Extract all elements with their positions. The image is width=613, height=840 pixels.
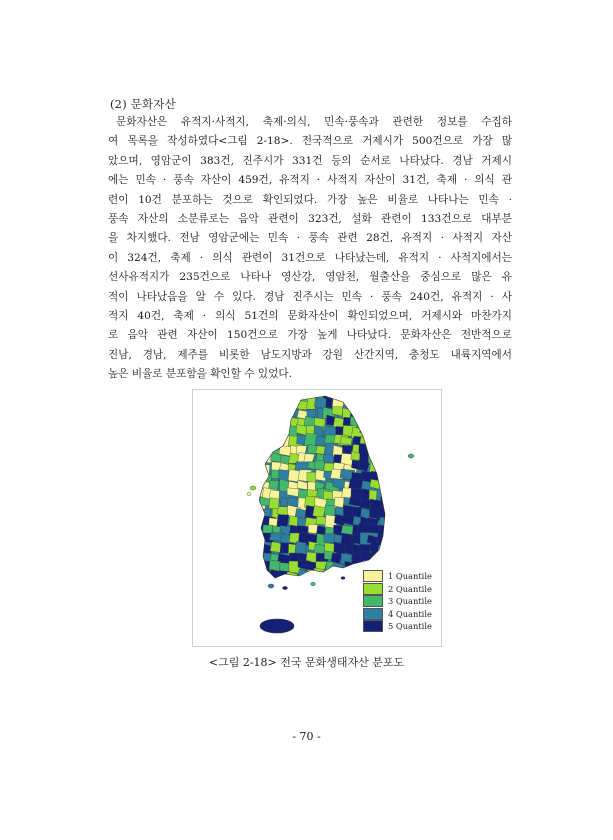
map-region xyxy=(349,563,359,574)
map-region xyxy=(278,427,288,437)
paragraph-line: 여 목록을 작성하였다<그림 2-18>. 전국적으로 거제시가 500건으로 가장 많 xyxy=(108,135,512,148)
map-region xyxy=(378,390,391,399)
map-region xyxy=(253,571,267,581)
map-region xyxy=(375,409,388,422)
map-region xyxy=(371,551,385,563)
map-region xyxy=(379,445,392,458)
map-region xyxy=(252,470,265,480)
map-region xyxy=(298,577,309,586)
map-region xyxy=(254,400,264,411)
map-region xyxy=(260,417,271,426)
map-region xyxy=(388,543,401,555)
map-region xyxy=(377,461,390,472)
map-region xyxy=(270,418,282,429)
map-region xyxy=(387,470,400,479)
legend-label: 5 Quantile xyxy=(388,621,432,632)
map-region xyxy=(362,391,372,404)
map-region xyxy=(350,390,364,402)
map-region xyxy=(332,390,343,399)
figure-caption: <그림 2-18> 전국 문화생태자산 분포도 xyxy=(208,656,405,669)
map-region xyxy=(281,418,290,427)
map-region xyxy=(387,418,402,429)
map-region xyxy=(263,408,273,421)
section-heading: (2) 문화자산 xyxy=(110,97,176,111)
figure-map-frame xyxy=(192,389,442,647)
legend-label: 2 Quantile xyxy=(388,583,432,594)
map-region xyxy=(369,399,385,409)
map-region xyxy=(305,580,316,593)
map-region xyxy=(250,535,264,544)
map-region xyxy=(371,391,381,402)
map-region xyxy=(255,463,264,476)
map-region xyxy=(387,451,400,464)
map-region xyxy=(251,418,264,430)
legend-item xyxy=(363,608,432,621)
map-region xyxy=(386,407,398,421)
map-region xyxy=(387,487,400,501)
map-region xyxy=(386,390,398,399)
map-region xyxy=(379,428,392,442)
map-region xyxy=(251,435,264,446)
page-number: - 70 - xyxy=(292,730,321,743)
map-region xyxy=(252,408,263,418)
map-region xyxy=(380,480,393,492)
map-region xyxy=(388,498,399,509)
legend-item xyxy=(363,570,432,583)
legend-label: 1 Quantile xyxy=(388,571,432,582)
map-region xyxy=(270,410,283,422)
map-region xyxy=(250,578,262,590)
map-region xyxy=(379,417,391,428)
map-region xyxy=(278,399,292,412)
paragraph-line: 문화자산은 유적지·사적지, 축제·의식, 민속·풍속과 관련한 정보를 수집하 xyxy=(116,116,512,128)
map-region xyxy=(379,400,391,412)
map-region xyxy=(385,507,398,519)
map-region xyxy=(376,452,387,462)
legend-label: 4 Quantile xyxy=(388,608,432,619)
map-region xyxy=(387,479,401,489)
map-region xyxy=(362,560,373,569)
map-region xyxy=(350,399,361,410)
map-region xyxy=(387,463,399,475)
map-region xyxy=(269,498,279,509)
map-region xyxy=(281,577,295,586)
map-region xyxy=(322,579,333,590)
map-region xyxy=(251,390,262,400)
map-region xyxy=(278,407,291,419)
map-region xyxy=(385,554,396,563)
map-region xyxy=(388,526,401,539)
map-region xyxy=(251,451,261,460)
legend-item xyxy=(363,595,432,608)
map-region xyxy=(331,570,342,580)
map-region xyxy=(376,489,390,502)
legend-label: 3 Quantile xyxy=(388,596,432,607)
map-region xyxy=(251,427,265,440)
map-region xyxy=(376,469,387,479)
map-region xyxy=(252,507,262,520)
legend-swatch xyxy=(363,595,383,607)
legend-swatch xyxy=(363,608,383,620)
map-region xyxy=(254,442,263,456)
map-region xyxy=(368,406,380,419)
paragraph-line: 높은 비율로 분포함을 확인할 수 있었다. xyxy=(108,368,292,381)
map-legend xyxy=(363,570,432,633)
map-region xyxy=(313,568,328,581)
map-region xyxy=(368,443,378,453)
map-region xyxy=(377,545,391,556)
paragraph-line: 풍속 자산의 소분류로는 음악 관련이 323건, 설화 관련이 133건으로 대부분 xyxy=(108,213,512,226)
paragraph-line: 련이 10건 분포하는 것으로 확인되었다. 가장 높은 비율로 나타나는 민속 · xyxy=(108,193,512,206)
map-region xyxy=(380,517,390,526)
map-region xyxy=(372,434,386,443)
map-region xyxy=(369,427,381,439)
map-region xyxy=(270,542,282,553)
paragraph-line: 로 음악 관련 자산이 150건으로 가장 높게 나타났다. 문화자산은 전반적으로 xyxy=(108,329,512,342)
map-region xyxy=(278,390,291,402)
legend-swatch xyxy=(363,583,383,595)
jeju-island xyxy=(260,619,294,633)
map-region xyxy=(287,390,299,402)
map-region xyxy=(359,415,373,425)
legend-item xyxy=(363,620,432,633)
map-region xyxy=(362,401,373,415)
paragraph-line: 에는 민속 · 풍속 자산이 459건, 유적지 · 사적지 자산이 31건, 축제 · 의식 관 xyxy=(108,174,512,187)
map-region xyxy=(377,553,390,563)
paragraph-line: 이 324건, 축제 · 의식 관련이 31건으로 나타났는데, 유적지 · 사적지에서는 xyxy=(108,251,512,264)
map-region xyxy=(386,399,399,409)
map-region xyxy=(270,390,281,399)
map-region xyxy=(260,397,273,408)
map-region xyxy=(253,559,263,570)
legend-swatch xyxy=(363,570,383,582)
paragraph-line: 적지 40건, 축제 · 의식 51건의 문화자산이 확인되었으며, 거제시와 마찬가지 xyxy=(108,310,512,323)
map-region xyxy=(322,571,334,583)
map-region xyxy=(339,390,353,401)
map-region xyxy=(386,427,395,438)
map-region xyxy=(388,515,399,525)
map-region xyxy=(249,543,261,556)
paragraph-line: 적이 나타났음을 알 수 있다. 경남 진주시는 민속 · 풍속 240건, 유적지 · 사 xyxy=(108,290,512,303)
body-paragraph xyxy=(108,113,512,385)
paragraph-line: 을 차지했다. 전남 영암군에는 민속 · 풍속 관련 28건, 유적지 · 사적지 자산 xyxy=(108,232,512,245)
map-region xyxy=(369,462,381,473)
map-region xyxy=(388,435,403,445)
map-region xyxy=(362,409,372,422)
map-region xyxy=(271,425,282,438)
map-region xyxy=(260,390,274,401)
map-region xyxy=(388,535,402,548)
paragraph-line: 진남, 경남, 제주를 비롯한 남도지방과 강원 산간지역, 충청도 내륙지역에서 xyxy=(108,348,512,361)
legend-item xyxy=(363,583,432,596)
map-region xyxy=(286,581,299,591)
map-region xyxy=(335,581,347,593)
map-region xyxy=(379,433,393,442)
mainland-regions xyxy=(249,390,402,593)
map-region xyxy=(268,434,280,448)
map-region xyxy=(369,415,382,428)
map-region xyxy=(261,436,274,446)
map-region xyxy=(350,568,362,580)
paragraph-line: 았으며, 영암군이 383건, 진주시가 331건 등의 순서로 나타났다. 경남 거제시 xyxy=(108,154,512,167)
map-region xyxy=(268,401,282,412)
paragraph-line: 선사유적지가 235건으로 나타나 영산강, 영암천, 월출산을 중심으로 많은 유 xyxy=(108,271,512,284)
legend-swatch xyxy=(363,620,383,632)
map-region xyxy=(387,446,399,459)
map-region xyxy=(264,425,273,438)
